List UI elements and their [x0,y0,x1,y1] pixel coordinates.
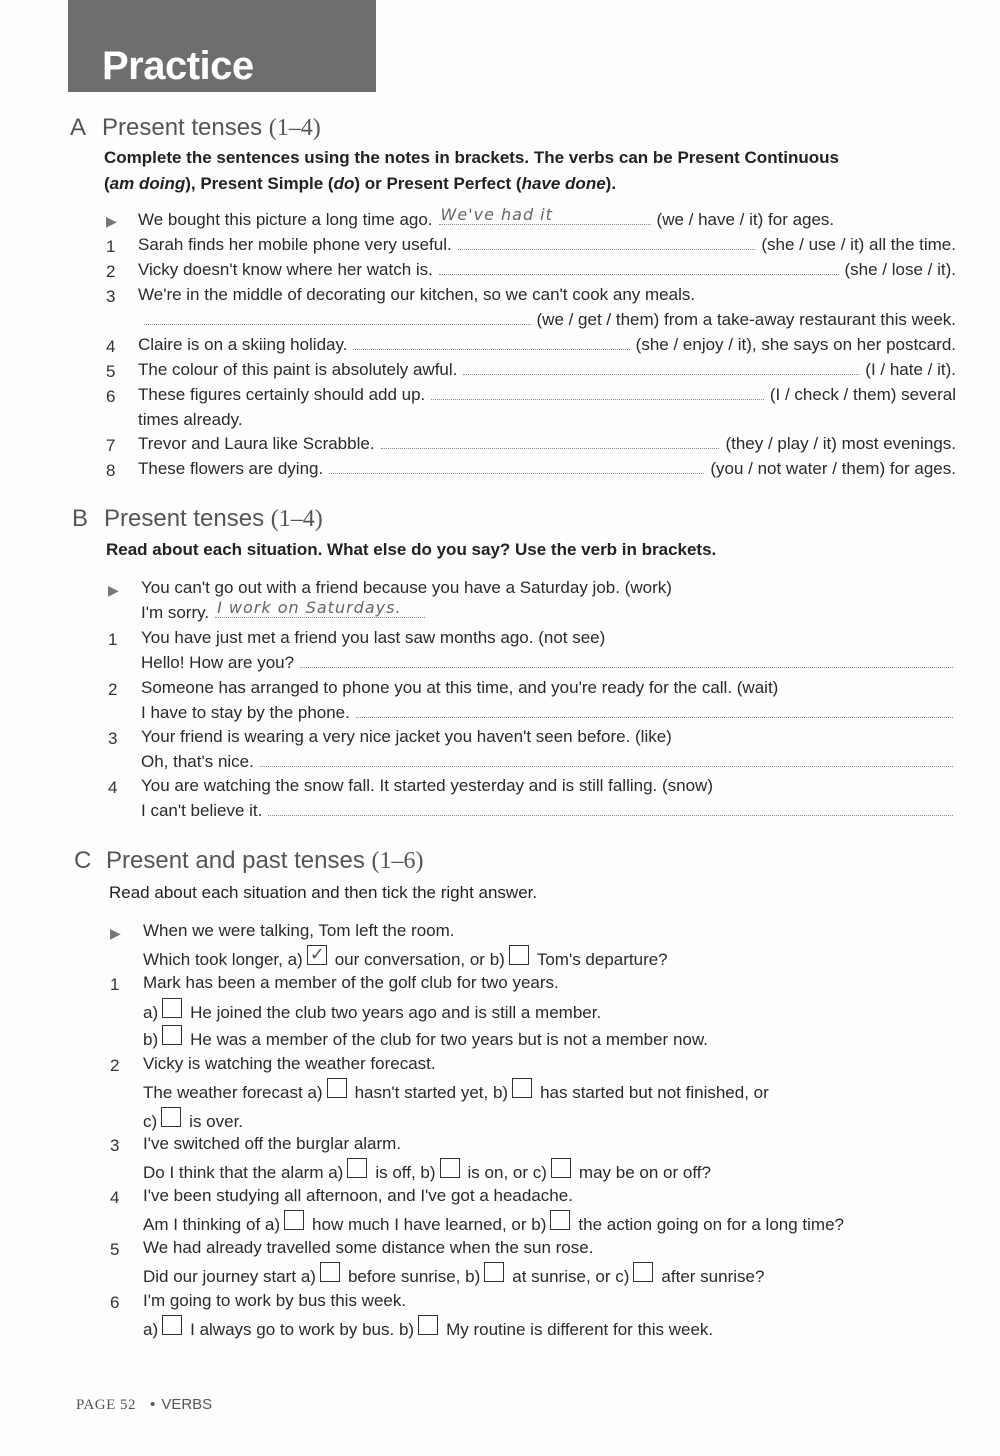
exercise-row: You have just met a friend you last saw months ago. (not see) [141,628,606,647]
option-row: The weather forecast a) hasn't started yet, b) has started but not finished, or [143,1078,769,1102]
item-number: 5 [110,1240,120,1259]
answer-checkbox-a[interactable] [347,1158,367,1178]
item-number: 8 [106,461,116,480]
answer-checkbox-b[interactable] [512,1078,532,1098]
section-title: Present and past tenses [106,847,365,874]
exercise-row: These figures certainly should add up. (I / check / them) several [138,385,956,404]
item-number: 6 [106,387,116,406]
unit-range: (1–4) [270,506,323,532]
option-row: a) I always go to work by bus. b) My routine is different for this week. [143,1315,713,1339]
example-marker: ▶ [110,925,121,941]
exercise-row: Trevor and Laura like Scrabble. (they / play / it) most evenings. [138,434,956,453]
footer-section: VERBS [161,1396,213,1413]
answer-checkbox-c[interactable] [633,1262,653,1282]
item-number: 7 [106,436,116,455]
handwritten-answer: We've had it [440,205,553,224]
option-row: b) He was a member of the club for two years but is not a member now. [143,1025,708,1049]
option-row: Do I think that the alarm a) is off, b) is on, or c) may be on or off? [143,1158,711,1182]
unit-range: (1–4) [268,115,321,141]
page-footer [76,1396,212,1414]
item-number: 3 [106,287,116,306]
exercise-row: These flowers are dying. (you / not water / them) for ages. [138,459,956,478]
item-number: 3 [110,1136,120,1155]
item-number: 2 [106,262,116,281]
answer-row: Hello! How are you? [141,651,959,675]
answer-blank[interactable] [463,359,859,375]
answer-blank[interactable] [439,259,839,275]
unit-range: (1–6) [371,848,424,874]
answer-checkbox-a[interactable] [162,998,182,1018]
question-row: I'm going to work by bus this week. [143,1291,407,1310]
item-number: 6 [110,1293,120,1312]
exercise-row: The colour of this paint is absolutely awful. (I / hate / it). [138,360,956,379]
question-row: We had already travelled some distance when the sun rose. [143,1238,594,1257]
answer-checkbox-c[interactable] [161,1107,181,1127]
item-number: 4 [110,1188,120,1207]
item-number: 4 [108,778,118,797]
exercise-row: We're in the middle of decorating our kitchen, so we can't cook any meals. [138,285,696,304]
item-number: 3 [108,729,118,748]
exercise-row: Sarah finds her mobile phone very useful. (she / use / it) all the time. [138,235,956,254]
answer-checkbox-a[interactable] [320,1262,340,1282]
instruction-line: (am doing), Present Simple (do) or Present Perfect (have done). [104,174,617,193]
item-number: 2 [110,1056,120,1075]
section-b-instruction: Read about each situation. What else do you say? Use the verb in brackets. [106,540,717,559]
answer-checkbox-b[interactable] [509,945,529,965]
bullet: • [150,1396,156,1413]
answer-blank[interactable] [431,384,764,400]
section-a-instruction [104,145,964,197]
section-b-heading [72,505,323,533]
answer-checkbox-a[interactable] [327,1078,347,1098]
item-number: 5 [106,362,116,381]
answer-blank[interactable] [144,309,531,325]
item-number: 4 [106,337,116,356]
example-row: You can't go out with a friend because you have a Saturday job. (work) [141,578,672,597]
exercise-row: You are watching the snow fall. It started yesterday and is still falling. (snow) [141,776,713,795]
example-row: We bought this picture a long time ago. We've had it (we / have / it) for ages. [138,205,835,229]
exercise-row-continued: times already. [138,410,243,429]
section-a-heading [70,114,321,142]
item-number: 1 [108,630,118,649]
answer-checkbox-c[interactable] [551,1158,571,1178]
checkmark-icon: ✓ [309,944,325,964]
exercise-row: Claire is on a skiing holiday. (she / enjoy / it), she says on her postcard. [138,335,956,354]
answer-blank[interactable] [329,458,704,474]
answer-row: Oh, that's nice. [141,750,959,774]
section-letter: C [74,847,92,874]
option-row: c) is over. [143,1107,243,1131]
section-letter: A [70,114,87,141]
section-title: Present tenses [102,114,263,141]
example-row: When we were talking, Tom left the room. [143,921,455,940]
section-letter: B [72,505,89,532]
answer-row: I can't believe it. [141,799,959,823]
example-marker: ▶ [106,213,117,229]
exercise-row: Vicky doesn't know where her watch is. (she / lose / it). [138,260,956,279]
answer-checkbox-b[interactable] [162,1025,182,1045]
answer-checkbox-b[interactable] [484,1262,504,1282]
answer-blank[interactable] [381,433,720,449]
handwritten-answer: I work on Saturdays. [217,598,402,617]
answer-blank[interactable] [300,652,953,668]
question-row: Mark has been a member of the golf club for two years. [143,973,559,992]
answer-checkbox-b[interactable] [418,1315,438,1335]
section-c-instruction: Read about each situation and then tick the right answer. [109,883,538,902]
instruction-line: Complete the sentences using the notes in brackets. The verbs can be Present Continuous [104,148,839,167]
question-row: Vicky is watching the weather forecast. [143,1054,436,1073]
item-number: 2 [108,680,118,699]
example-marker: ▶ [108,582,119,598]
example-options: Which took longer, a) ✓ our conversation, or b) Tom's departure? [143,944,668,969]
item-number: 1 [110,975,120,994]
section-c-heading [74,847,424,875]
answer-blank[interactable] [260,751,953,767]
question-row: I've switched off the burglar alarm. [143,1134,402,1153]
exercise-row-continued: (we / get / them) from a take-away restaurant this week. [138,308,956,332]
answer-checkbox-a[interactable] [307,945,327,965]
answer-checkbox-a[interactable] [284,1210,304,1230]
example-answer-row: I'm sorry. I work on Saturdays. [141,601,959,625]
page-number: PAGE 52 [76,1397,137,1413]
option-row: a) He joined the club two years ago and is still a member. [143,998,601,1022]
answer-blank[interactable] [268,800,953,816]
page-title: Practice [102,44,254,88]
page-title-banner [68,0,376,92]
item-number: 1 [106,237,116,256]
section-title: Present tenses [104,505,265,532]
answer-row: I have to stay by the phone. [141,701,959,725]
answer-blank[interactable] [356,702,953,718]
example-answer-blank [439,205,651,225]
option-row: Did our journey start a) before sunrise, b) at sunrise, or c) after sunrise? [143,1262,764,1286]
answer-blank[interactable] [458,234,756,250]
answer-checkbox-a[interactable] [162,1315,182,1335]
answer-checkbox-b[interactable] [550,1210,570,1230]
question-row: I've been studying all afternoon, and I've got a headache. [143,1186,573,1205]
option-row: Am I thinking of a) how much I have learned, or b) the action going on for a long time? [143,1210,844,1234]
exercise-row: Someone has arranged to phone you at this time, and you're ready for the call. (wait) [141,678,779,697]
exercise-row: Your friend is wearing a very nice jacket you haven't seen before. (like) [141,727,672,746]
answer-blank[interactable] [353,334,629,350]
answer-checkbox-b[interactable] [440,1158,460,1178]
